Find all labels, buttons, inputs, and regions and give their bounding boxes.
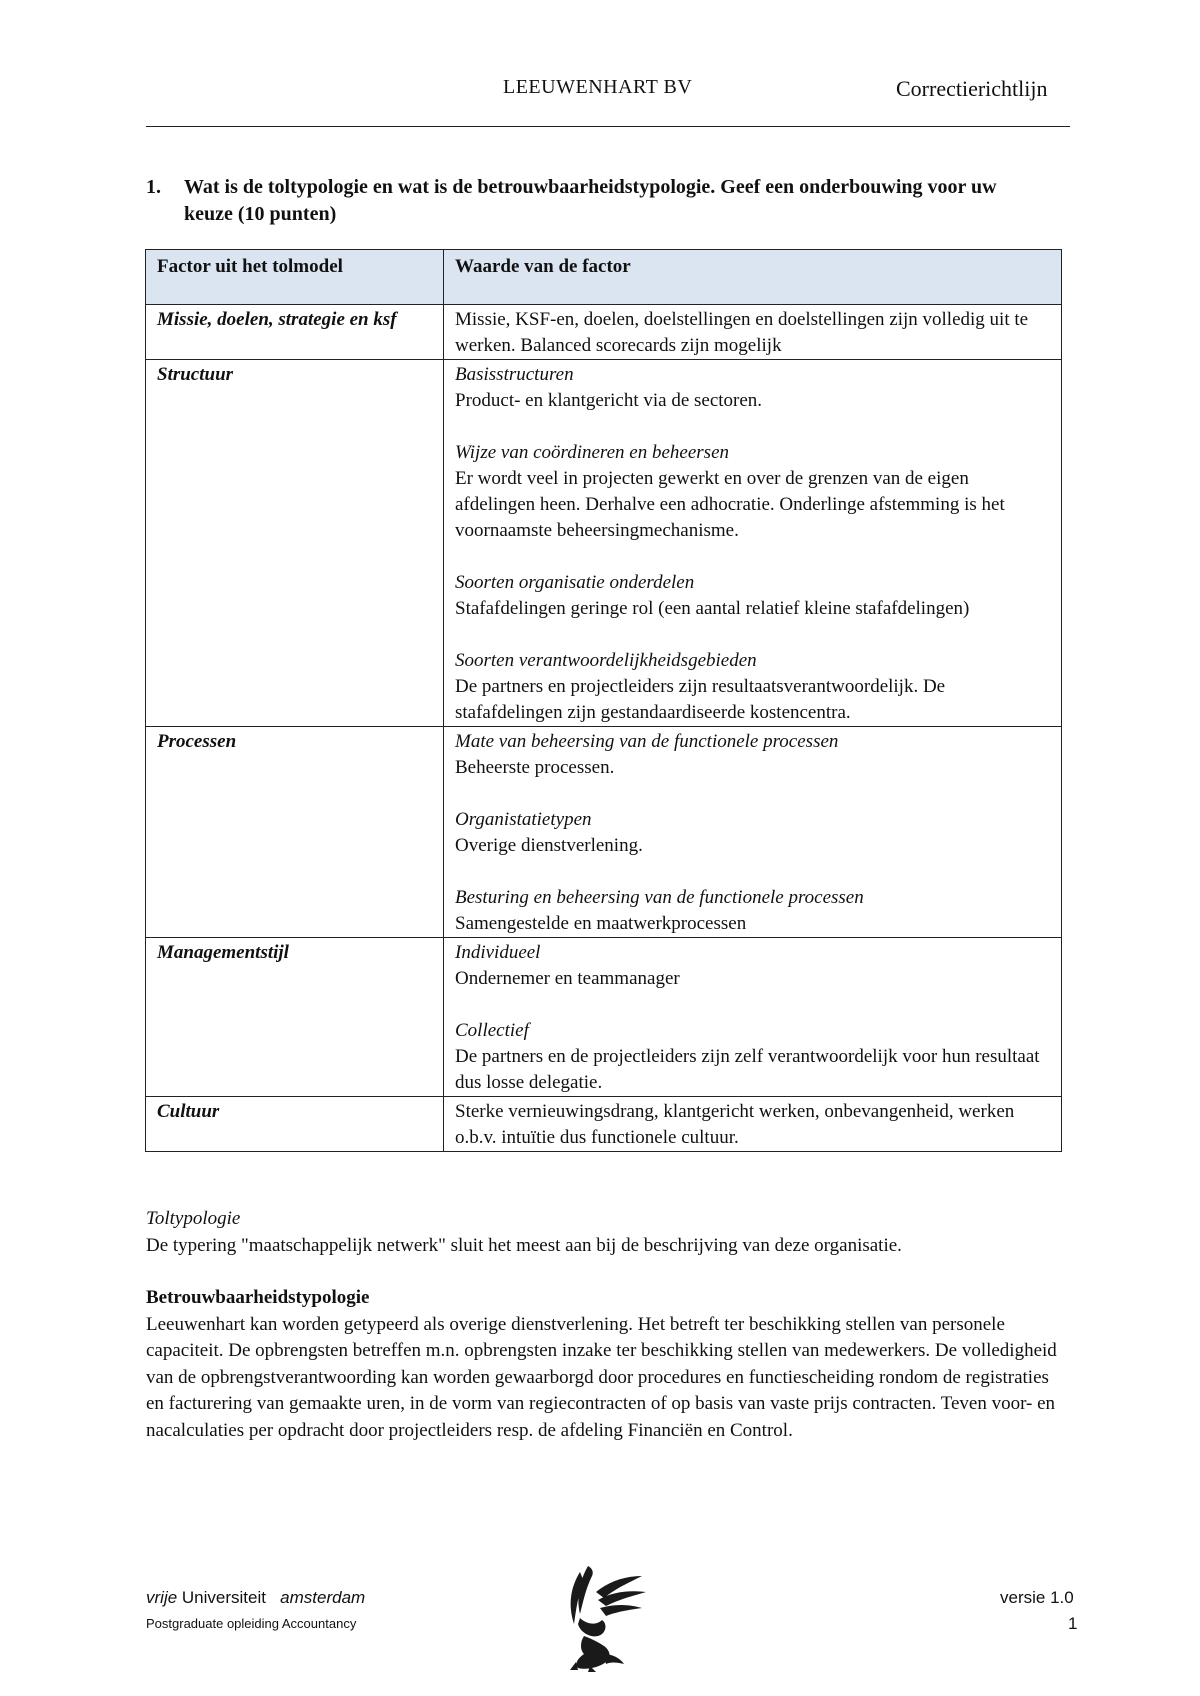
- value-missie: Missie, KSF-en, doelen, doelstellingen en doelstellingen zijn volledig uit te werken. Balanced scorecards zijn mogelijk: [444, 305, 1062, 360]
- uni-part-amsterdam: amsterdam: [280, 1588, 366, 1607]
- betrouwbaarheid-text: Leeuwenhart kan worden getypeerd als overige dienstverlening. Het betreft ter beschikking stellen van personele capaciteit. De opbrengsten betreffen m.n. opbrengsten inzake ter beschikking stellen van medewerkers. De volledigheid van de opbrengstverantwoording kan worden gewaarborgd door procedures en functiescheiding rondom de registraties en facturering van gemaakte uren, in de vorm van regiecontracten of op basis van vaste prijs contracten. Teven voor- en nacalculaties per opdracht door projectleiders resp. de afdeling Financiën en Control.: [146, 1313, 1057, 1441]
- subheading: Mate van beheersing van de functionele processen: [455, 731, 839, 752]
- uni-part-vrije: vrije: [146, 1588, 178, 1607]
- document-title: LEEUWENHART BV: [503, 76, 693, 98]
- page-number: 1: [1068, 1614, 1078, 1633]
- program-name: Postgraduate opleiding Accountancy: [146, 1616, 357, 1631]
- table-header-factor: Factor uit het tolmodel: [146, 250, 444, 305]
- toltypologie-text: De typering "maatschappelijk netwerk" sluit het meest aan bij de beschrijving van deze organisatie.: [146, 1235, 902, 1256]
- question-text: Wat is de toltypologie en wat is de betrouwbaarheidstypologie. Geef een onderbouwing voor uw keuze (10 punten): [184, 176, 997, 225]
- subheading: Soorten organisatie onderdelen: [455, 572, 695, 593]
- subheading: Basisstructuren: [455, 364, 574, 385]
- griffin-logo-icon: [550, 1562, 650, 1674]
- table-header-value: Waarde van de factor: [444, 250, 1062, 305]
- table-header-row: [146, 250, 1062, 305]
- subheading: Soorten verantwoordelijkheidsgebieden: [455, 650, 757, 671]
- subheading: Individueel: [455, 942, 541, 963]
- subheading: Besturing en beheersing van de functionele processen: [455, 887, 864, 908]
- table-row: [146, 305, 1062, 360]
- factor-structuur: Structuur: [146, 360, 444, 727]
- tolmodel-table: [145, 249, 1062, 1152]
- subtext: De partners en projectleiders zijn resultaatsverantwoordelijk. De stafafdelingen zijn gestandaardiseerde kostencentra.: [455, 676, 946, 723]
- factor-managementstijl: Managementstijl: [146, 938, 444, 1097]
- university-name: [146, 1588, 365, 1608]
- subtext: Samengestelde en maatwerkprocessen: [455, 913, 747, 934]
- toltypologie-label: Toltypologie: [146, 1208, 241, 1229]
- subtext: Product- en klantgericht via de sectoren.: [455, 390, 763, 411]
- betrouwbaarheid-label: Betrouwbaarheidstypologie: [146, 1287, 370, 1308]
- value-managementstijl: [444, 938, 1062, 1097]
- factor-missie: Missie, doelen, strategie en ksf: [146, 305, 444, 360]
- factor-processen: Processen: [146, 727, 444, 938]
- subtext: De partners en de projectleiders zijn zelf verantwoordelijk voor hun resultaat dus losse delegatie.: [455, 1046, 1040, 1093]
- subtext: Er wordt veel in projecten gewerkt en over de grenzen van de eigen afdelingen heen. Derhalve een adhocratie. Onderlinge afstemming is het voornaamste beheersingmechanisme.: [455, 468, 1005, 541]
- header-divider: [146, 126, 1070, 127]
- subheading: Wijze van coördineren en beheersen: [455, 442, 730, 463]
- table-row: [146, 727, 1062, 938]
- uni-part-universiteit: Universiteit: [181, 1588, 266, 1607]
- question-1: [146, 174, 1046, 228]
- subheading: Collectief: [455, 1020, 529, 1041]
- value-processen: [444, 727, 1062, 938]
- subheading: Organistatietypen: [455, 809, 592, 830]
- betrouwbaarheid-section: [146, 1285, 1066, 1444]
- document-type: Correctierichtlijn: [896, 76, 1048, 101]
- subtext: Ondernemer en teammanager: [455, 968, 680, 989]
- subtext: Overige dienstverlening.: [455, 835, 643, 856]
- toltypologie-section: [146, 1205, 1066, 1259]
- table-row: [146, 938, 1062, 1097]
- table-row: [146, 360, 1062, 727]
- table-row: [146, 1097, 1062, 1152]
- subtext: Stafafdelingen geringe rol (een aantal relatief kleine stafafdelingen): [455, 598, 970, 619]
- value-structuur: [444, 360, 1062, 727]
- value-cultuur: Sterke vernieuwingsdrang, klantgericht werken, onbevangenheid, werken o.b.v. intuïtie dus functionele cultuur.: [444, 1097, 1062, 1152]
- subtext: Beheerste processen.: [455, 757, 615, 778]
- factor-cultuur: Cultuur: [146, 1097, 444, 1152]
- question-number: 1.: [146, 176, 161, 198]
- version-label: versie 1.0: [1000, 1588, 1074, 1607]
